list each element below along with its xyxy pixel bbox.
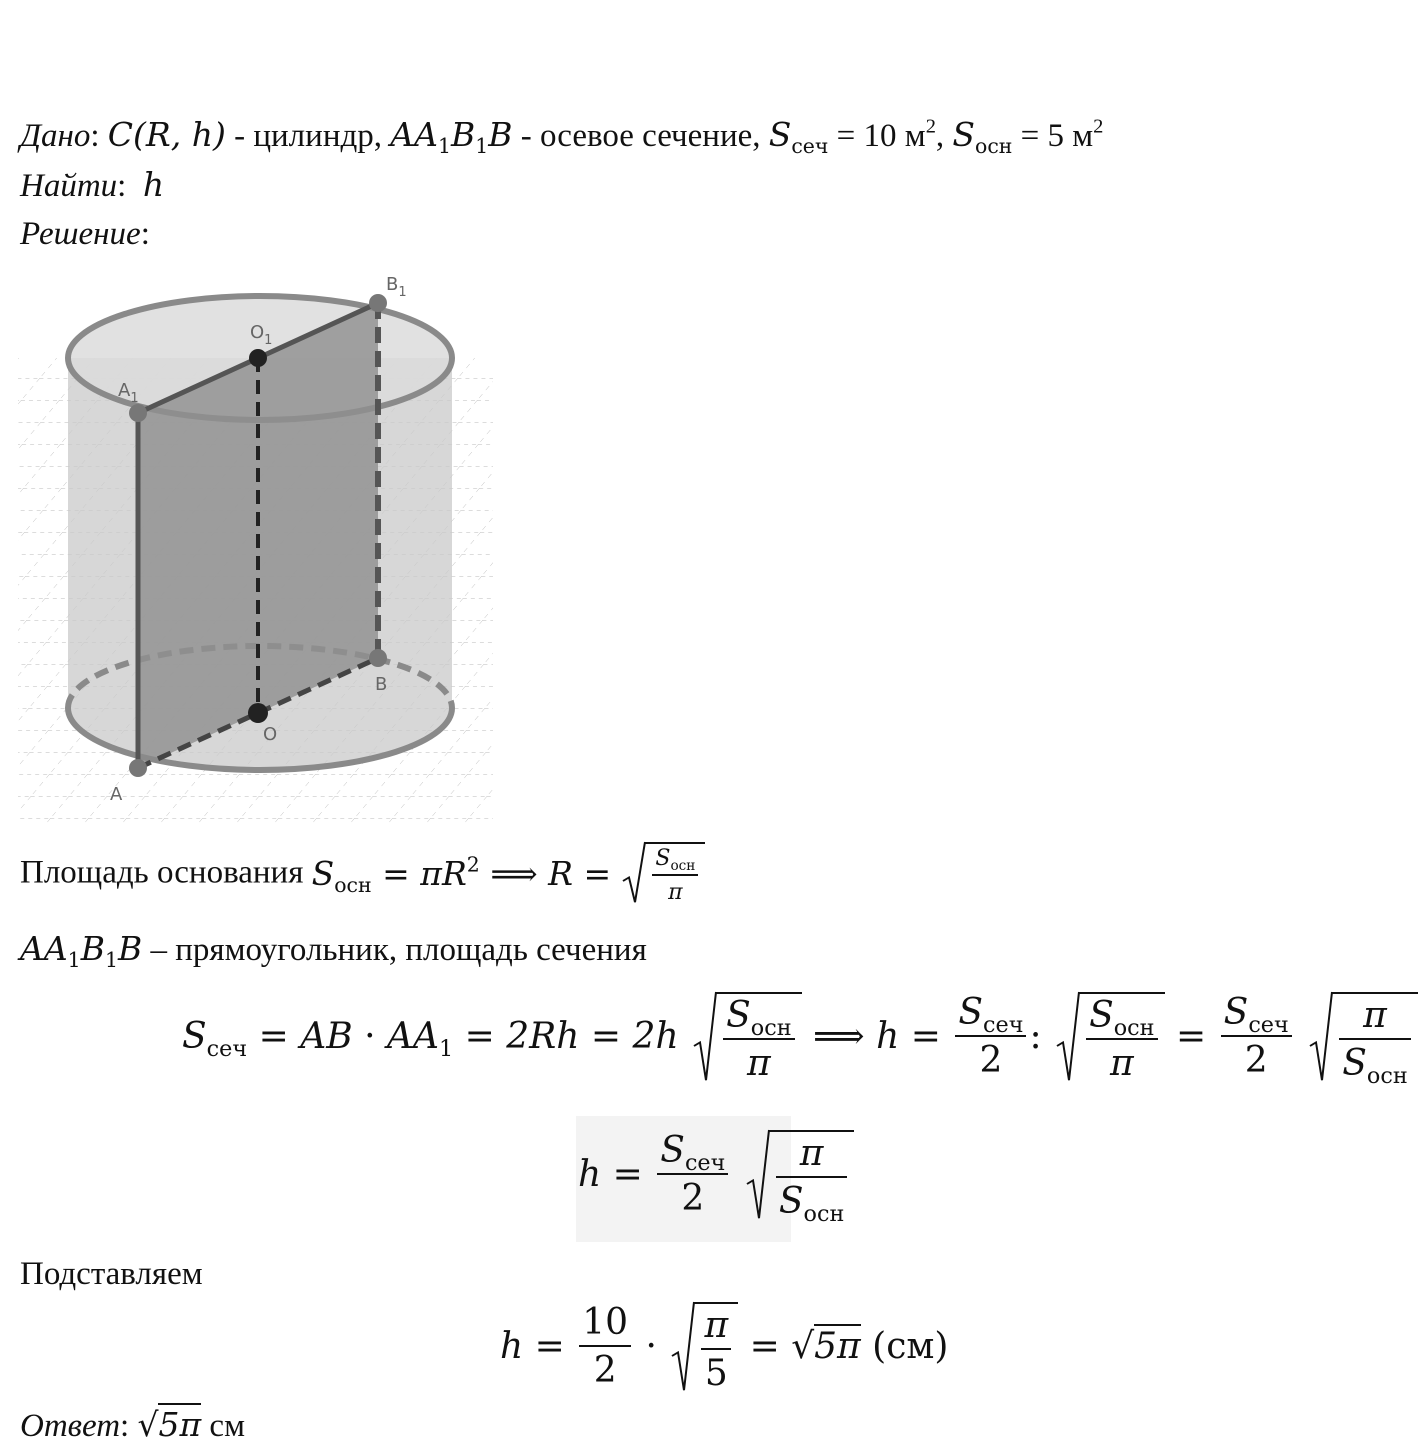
answer-label: Ответ: [20, 1408, 121, 1444]
label-b1: $B_1$: [386, 274, 407, 300]
answer-line: Ответ: √5π см: [20, 1405, 245, 1444]
subst-num: 10: [579, 1305, 631, 1347]
label-a1: $A_1$: [118, 380, 139, 406]
label-o: O: [263, 724, 278, 745]
find-value: h: [142, 165, 165, 204]
find-label: Найти: [20, 168, 118, 204]
step2-text: – прямоугольник, площадь сечения: [150, 932, 647, 968]
label-b: B: [375, 674, 388, 695]
subst-den: 2: [593, 1350, 617, 1391]
point-o: [248, 703, 268, 723]
label-a: A: [110, 784, 123, 805]
solution-line: Решение:: [20, 216, 150, 252]
subst-result: 5π: [814, 1326, 861, 1367]
point-b1: [369, 294, 387, 312]
substitution-equation: h = $\frac{10}{2}$ · $\frac{\pi}{5}$ = √5π (см): [500, 1302, 949, 1394]
cylinder-figure: [18, 268, 498, 828]
solution-label: Решение: [20, 216, 141, 252]
answer-value: 5π: [158, 1405, 202, 1444]
step2-line: $AA_1B_1B$ – прямоугольник, площадь сечения: [20, 929, 647, 973]
sqrt-r: $\frac{S_{осн}}{\pi}$: [623, 842, 705, 904]
given-line: Дано: C(R, h) - цилиндр, $AA_1B_1B$ - осевое сечение, $S_{сеч} = 10$ $м^2$, $S_{осн} = 5$ $м^2$: [20, 115, 1104, 159]
step1-line: Площадь основания $S_{осн} = \pi R^2$ ⟹ R = $\frac{S_{осн}}{\pi}$: [20, 842, 705, 904]
step1-text: Площадь основания: [20, 854, 304, 891]
step3-line: [20, 1258, 203, 1291]
point-a: [129, 759, 147, 777]
section-equation: $S_{сеч}$ = AB · $AA_1 = 2Rh = 2h$ $\frac{S_{осн}}{\pi}$ ⟹ h = $\frac{S_{сеч}}{2}$ : $\frac{S_{осн}}{\pi}$ = $\frac{S_{сеч}}{2}$ $\frac{\pi}{S_{осн}}$: [182, 992, 1418, 1082]
subst-unit: (см): [872, 1326, 949, 1367]
find-line: Найти: h: [20, 165, 165, 204]
answer-unit: см: [209, 1408, 245, 1444]
point-b: [369, 649, 387, 667]
given-s-sech-value: 10 м: [863, 118, 926, 154]
result-formula: h = $\frac{S_{сеч}}{2}$ $\frac{\pi}{S_{осн}}$: [578, 1130, 854, 1220]
given-s-osn-value: 5 м: [1047, 118, 1094, 154]
given-cylinder-text: - цилиндр,: [234, 118, 383, 154]
point-a1: [129, 404, 147, 422]
label-o1: $O_1$: [250, 322, 273, 348]
step3-text: Подставляем: [20, 1256, 203, 1292]
point-o1: [249, 349, 267, 367]
given-label: Дано: [20, 118, 91, 154]
given-section-text: - осевое сечение,: [520, 118, 761, 154]
subst-sqrt-num: π: [701, 1308, 731, 1350]
subst-sqrt-den: 5: [704, 1353, 728, 1394]
